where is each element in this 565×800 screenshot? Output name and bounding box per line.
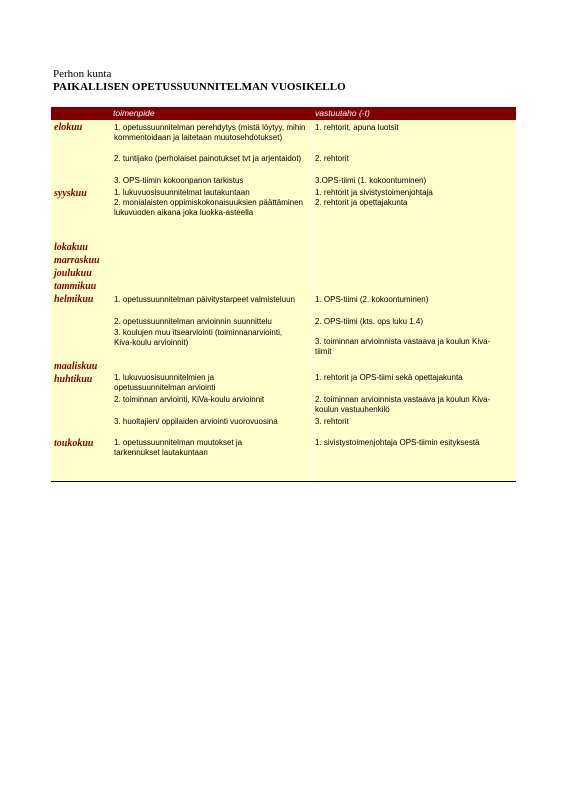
responsible-cell: 1. rehtorit, apuna luotsit bbox=[315, 123, 399, 132]
column-header-responsible: vastuutaho (-t) bbox=[315, 108, 370, 118]
action-cell: 3. huoltajien/ oppilaiden arviointi vuorovuosina bbox=[114, 417, 278, 426]
responsible-cell: 3. rehtorit bbox=[315, 417, 349, 426]
action-cell: 1. opetussuunnitelman muutokset ja tarkennukset lautakuntaan bbox=[114, 438, 243, 457]
month-label: maaliskuu bbox=[54, 361, 98, 372]
responsible-cell: 1. OPS-tiimi (2. kokoontuminen) bbox=[315, 295, 429, 304]
document-title: PAIKALLISEN OPETUSSUUNNITELMAN VUOSIKELLO bbox=[53, 81, 346, 93]
month-label: syyskuu bbox=[54, 188, 87, 199]
month-label: toukokuu bbox=[54, 438, 94, 449]
action-cell: 3. koulujen muu itsearviointi (toiminnanarviointi, Kiva-koulu arvioinnit) bbox=[114, 328, 283, 347]
month-label: helmikuu bbox=[54, 294, 94, 305]
action-cell: 2. opetussuunnitelman arvioinnin suunnittelu bbox=[114, 317, 272, 326]
action-cell: 2. tuntijako (perholaiset painotukset tvt ja arjentaidot) bbox=[114, 154, 302, 163]
action-cell: 1. opetussuunnitelman päivitystarpeet valmisteluun bbox=[114, 295, 295, 304]
responsible-cell: 1. rehtorit ja sivistystoimenjohtaja bbox=[315, 188, 433, 197]
table-header bbox=[51, 107, 516, 120]
action-cell: 2. monialaisten oppimiskokonaisuuksien päättäminen lukuvuoden aikana joka luokka-asteella bbox=[114, 198, 303, 217]
responsible-cell: 1. sivistystoimenjohtaja OPS-tiimin esityksestä bbox=[315, 438, 480, 447]
organization-name: Perhon kunta bbox=[53, 68, 112, 80]
action-cell: 1. lukuvuosisuunnitelmat lautakuntaan bbox=[114, 188, 250, 197]
month-label: marraskuu bbox=[54, 255, 100, 266]
month-label: lokakuu bbox=[54, 242, 88, 253]
column-header-action: toimenpide bbox=[113, 108, 155, 118]
month-label: joulukuu bbox=[54, 268, 92, 279]
responsible-cell: 2. OPS-tiimi (kts. ops luku 1.4) bbox=[315, 317, 424, 326]
month-label: elokuu bbox=[54, 122, 83, 133]
responsible-cell: 2. rehtorit bbox=[315, 154, 349, 163]
responsible-cell: 2. rehtorit ja opettajakunta bbox=[315, 198, 408, 207]
annual-calendar-table bbox=[51, 107, 516, 482]
responsible-cell: 1. rehtorit ja OPS-tiimi sekä opettajakunta bbox=[315, 373, 463, 382]
responsible-cell: 3.OPS-tiimi (1. kokoontuminen) bbox=[315, 176, 427, 185]
action-cell: 2. toiminnan arviointi, KiVa-koulu arvioinnit bbox=[114, 395, 265, 404]
column-divider bbox=[312, 120, 313, 481]
responsible-cell: 2. toiminnan arvioinnista vastaava ja koulun Kiva-koulun vastuuhenkilö bbox=[315, 395, 491, 414]
responsible-cell: 3. toiminnan arvioinnista vastaava ja koulun Kiva-tiimit bbox=[315, 337, 491, 356]
month-label: huhtikuu bbox=[54, 374, 93, 385]
month-label: tammikuu bbox=[54, 281, 97, 292]
action-cell: 3. OPS-tiimin kokoonpanon tarkistus bbox=[114, 176, 244, 185]
action-cell: 1. lukuvuosisuunnitelmien ja opetussuunnitelman arviointi bbox=[114, 373, 216, 392]
action-cell: 1. opetussuunnitelman perehdytys (mistä löytyy, mihin kommentoidaan ja laitetaan muutosehdotukset) bbox=[114, 123, 306, 142]
